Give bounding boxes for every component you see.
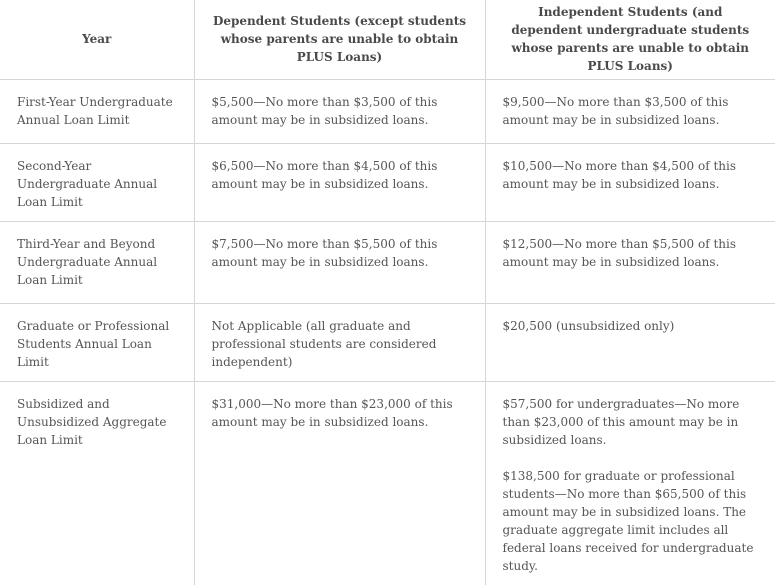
dependent-cell: Not Applicable (all graduate and professional students are considered independent): [194, 303, 485, 381]
independent-text: $20,500 (unsubsidized only): [502, 318, 675, 333]
independent-text: $9,500—No more than $3,500 of this amount may be in subsidized loans.: [502, 94, 729, 127]
independent-text: $12,500—No more than $5,500 of this amount may be in subsidized loans.: [502, 236, 736, 269]
independent-text-undergraduate: $57,500 for undergraduates—No more than $23,000 of this amount may be in subsidized loans.: [502, 396, 740, 447]
table-row: [0, 381, 775, 585]
table-row: [0, 221, 775, 303]
independent-cell: [485, 303, 775, 381]
independent-text: $10,500—No more than $4,500 of this amount may be in subsidized loans.: [502, 158, 736, 191]
header-dependent-students: Dependent Students (except students whose parents are unable to obtain PLUS Loans): [194, 0, 485, 79]
independent-cell: [485, 79, 775, 143]
dependent-cell: $5,500—No more than $3,500 of this amount may be in subsidized loans.: [194, 79, 485, 143]
independent-text-graduate: $138,500 for graduate or professional students—No more than $65,500 of this amount may be in subsidized loans. The graduate aggregate limit includes all federal loans received for undergraduate study.: [502, 468, 754, 573]
independent-cell: [485, 381, 775, 585]
dependent-cell: $7,500—No more than $5,500 of this amount may be in subsidized loans.: [194, 221, 485, 303]
independent-cell: [485, 221, 775, 303]
table-row: [0, 79, 775, 143]
table-row: [0, 303, 775, 381]
dependent-cell: $6,500—No more than $4,500 of this amount may be in subsidized loans.: [194, 143, 485, 221]
year-cell: First-Year Undergraduate Annual Loan Limit: [0, 79, 194, 143]
year-cell: Graduate or Professional Students Annual Loan Limit: [0, 303, 194, 381]
header-year: Year: [0, 0, 194, 79]
year-cell: Second-Year Undergraduate Annual Loan Limit: [0, 143, 194, 221]
table-header-row: [0, 0, 775, 79]
dependent-cell: $31,000—No more than $23,000 of this amount may be in subsidized loans.: [194, 381, 485, 585]
header-independent-students: Independent Students (and dependent undergraduate students whose parents are unable to obtain PLUS Loans): [485, 0, 775, 79]
table-row: [0, 143, 775, 221]
year-cell: Third-Year and Beyond Undergraduate Annual Loan Limit: [0, 221, 194, 303]
independent-cell: [485, 143, 775, 221]
year-cell: Subsidized and Unsubsidized Aggregate Loan Limit: [17, 396, 167, 447]
